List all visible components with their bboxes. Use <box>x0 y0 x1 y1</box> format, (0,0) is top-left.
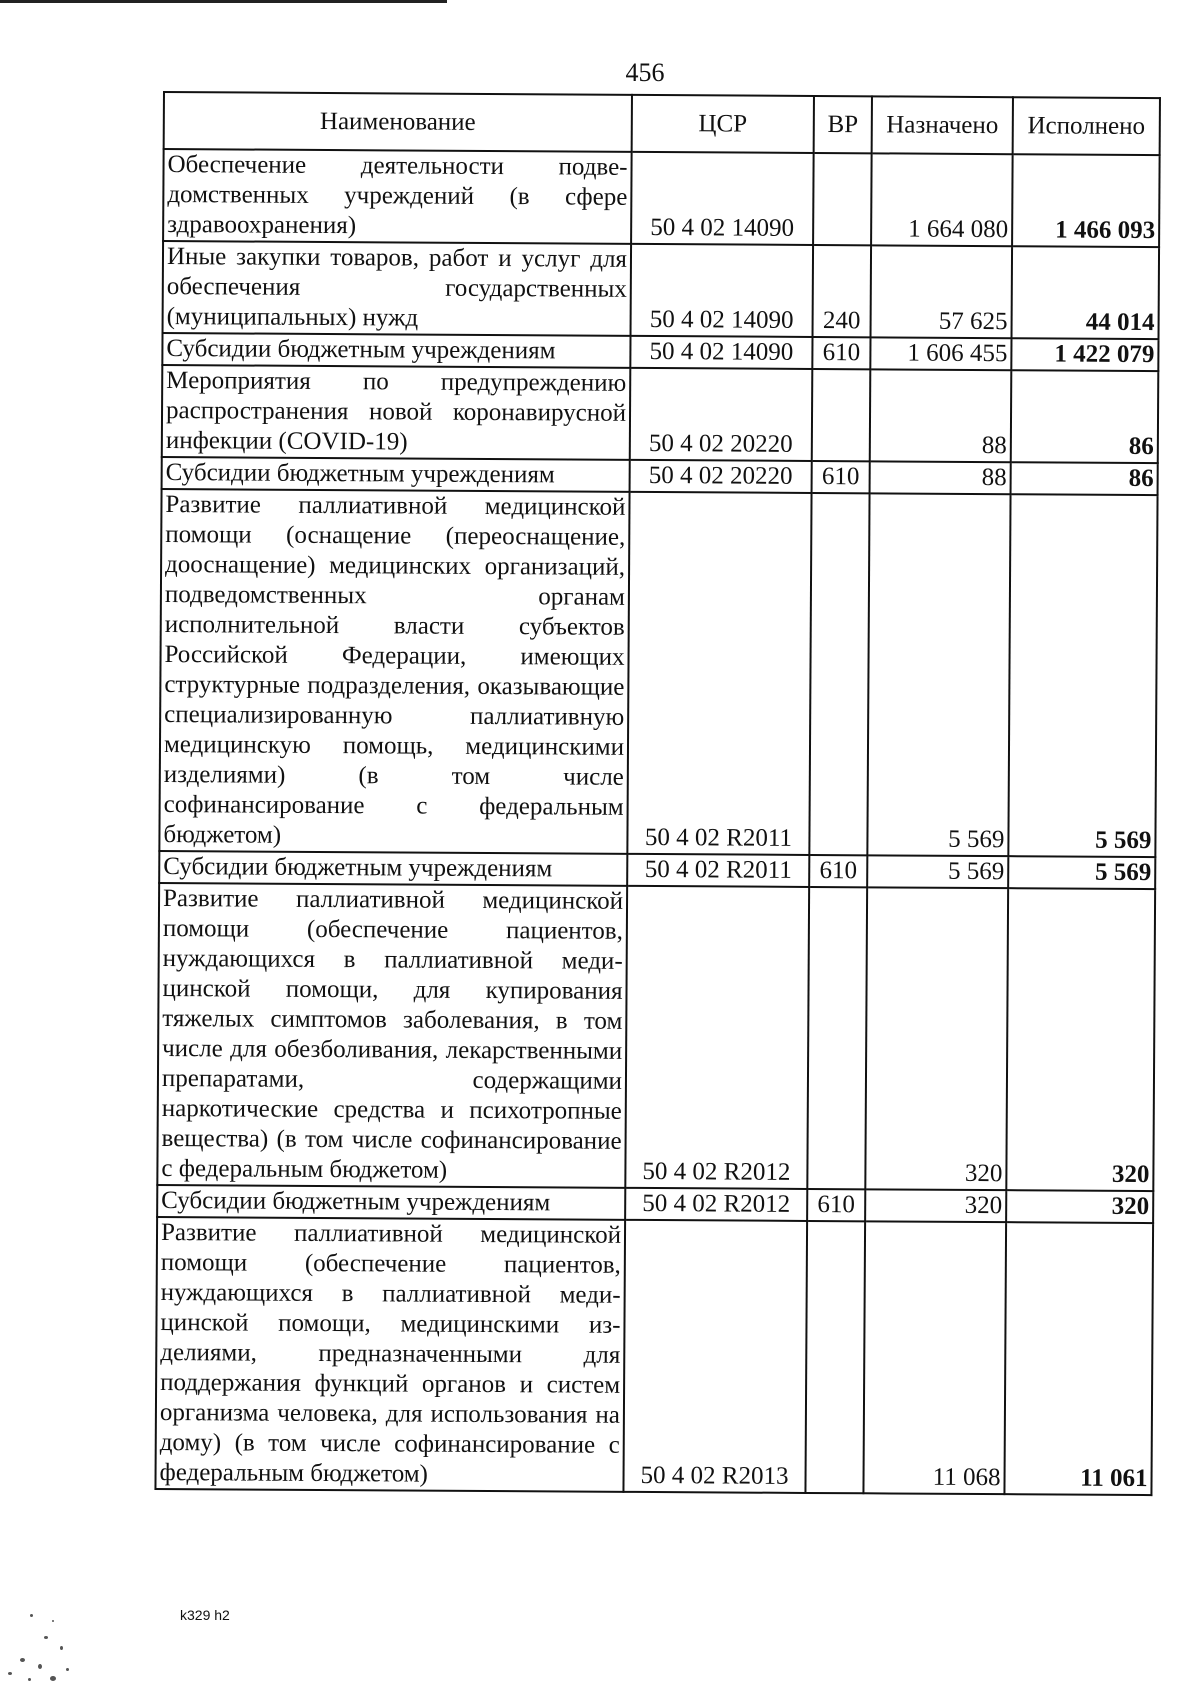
table-row <box>162 365 1159 463</box>
row-vr: 610 <box>809 855 867 887</box>
row-assigned: 320 <box>865 887 1008 1190</box>
row-executed: 44 014 <box>1012 246 1160 339</box>
row-name: Иные закупки товаров, работ и услуг для обеспечения государственных (муниципальных) нужд <box>163 241 632 336</box>
row-vr <box>813 153 872 245</box>
header-vr: ВР <box>814 96 872 153</box>
row-assigned: 1 606 455 <box>870 337 1011 370</box>
row-name: Субсидии бюджетным учреждениям <box>159 851 627 886</box>
row-vr: 610 <box>807 1189 865 1221</box>
row-csr: 50 4 02 R2011 <box>627 854 809 887</box>
row-csr: 50 4 02 14090 <box>631 244 814 337</box>
page-number: 456 <box>625 58 665 87</box>
row-csr: 50 4 02 20220 <box>630 368 813 461</box>
row-executed: 11 061 <box>1004 1222 1153 1495</box>
table-row <box>155 1217 1153 1495</box>
row-assigned: 1 664 080 <box>871 153 1013 246</box>
row-executed: 86 <box>1011 462 1158 495</box>
table-row <box>159 489 1157 857</box>
row-name: Субсидии бюджетным учреждениям <box>162 457 630 492</box>
table-row <box>163 241 1160 339</box>
header-name: Наименование <box>164 92 632 152</box>
scan-noise <box>0 1606 82 1686</box>
header-csr: ЦСР <box>632 95 814 153</box>
row-executed: 1 422 079 <box>1011 338 1158 371</box>
row-name: Субсидии бюджетным учреждениям <box>162 333 630 368</box>
footer-document-code: k329 h2 <box>180 1607 230 1623</box>
header-executed: Исполнено <box>1013 97 1160 155</box>
row-executed: 5 569 <box>1008 856 1155 889</box>
row-name: Обеспечение деятельности подведомственных учреждений (в сфере здравоохранения) <box>163 149 632 244</box>
row-assigned: 57 625 <box>871 245 1013 338</box>
row-name: Развитие паллиативной медицинской помощи (обеспечение пациентов, нуждающихся в паллиативной медицинской помощи, медицинскими изделиями, предназначенными для поддержания функций органов и систем организма человека, для использования на дому) (в том числе софинансирование с федеральным бюджетом) <box>155 1217 625 1492</box>
row-executed: 5 569 <box>1008 494 1157 857</box>
table-row <box>163 149 1160 247</box>
row-csr: 50 4 02 R2013 <box>623 1220 807 1493</box>
row-name: Мероприятия по предупреждению распространения новой коронавирусной инфекции (COVID-19) <box>162 365 631 460</box>
row-csr: 50 4 02 R2012 <box>625 886 809 1189</box>
row-name: Субсидии бюджетным учреждениям <box>157 1185 625 1220</box>
row-assigned: 5 569 <box>867 855 1008 888</box>
table-header-row <box>164 92 1160 155</box>
row-vr <box>805 1221 865 1493</box>
row-executed: 320 <box>1006 1190 1153 1223</box>
row-vr <box>812 369 871 461</box>
row-csr: 50 4 02 14090 <box>630 336 812 369</box>
budget-execution-table <box>154 91 1161 1496</box>
row-vr: 610 <box>812 337 870 369</box>
row-executed: 320 <box>1006 888 1155 1191</box>
row-assigned: 320 <box>865 1189 1006 1222</box>
row-name: Развитие паллиативной медицинской помощи (оснащение (переоснащение, дооснащение) медицинских организаций, подведомственных органам исполнительной власти субъектов Российской Федерации, имеющих структурные подразделения, оказывающие специализированную паллиативную медицинскую помощь, медицинскими изделиями) (в том числе софинансирование с федеральным бюджетом) <box>159 489 629 854</box>
row-csr: 50 4 02 R2011 <box>627 492 811 855</box>
header-assigned: Назначено <box>872 96 1013 154</box>
row-assigned: 5 569 <box>867 493 1010 856</box>
row-vr: 240 <box>813 245 872 337</box>
row-vr: 610 <box>812 461 870 493</box>
row-csr: 50 4 02 R2012 <box>625 1188 807 1221</box>
scan-top-rule <box>0 0 447 3</box>
table-row <box>157 883 1155 1191</box>
row-executed: 86 <box>1011 370 1159 463</box>
row-vr <box>807 887 867 1189</box>
row-name: Развитие паллиативной медицинской помощи (обеспечение пациентов, нуждающихся в паллиативной медицинской помощи, для купирования тяжелых симптомов заболевания, в том числе для обезболивания, лекарственными препаратами, содержащими наркотические средства и психотропные вещества) (в том числе софинансирование с федеральным бюджетом) <box>157 883 627 1188</box>
row-csr: 50 4 02 20220 <box>630 460 812 493</box>
row-assigned: 88 <box>870 369 1012 462</box>
row-vr <box>809 493 869 855</box>
row-assigned: 11 068 <box>863 1221 1006 1494</box>
row-csr: 50 4 02 14090 <box>631 152 814 245</box>
row-assigned: 88 <box>870 461 1011 494</box>
row-executed: 1 466 093 <box>1012 154 1160 247</box>
